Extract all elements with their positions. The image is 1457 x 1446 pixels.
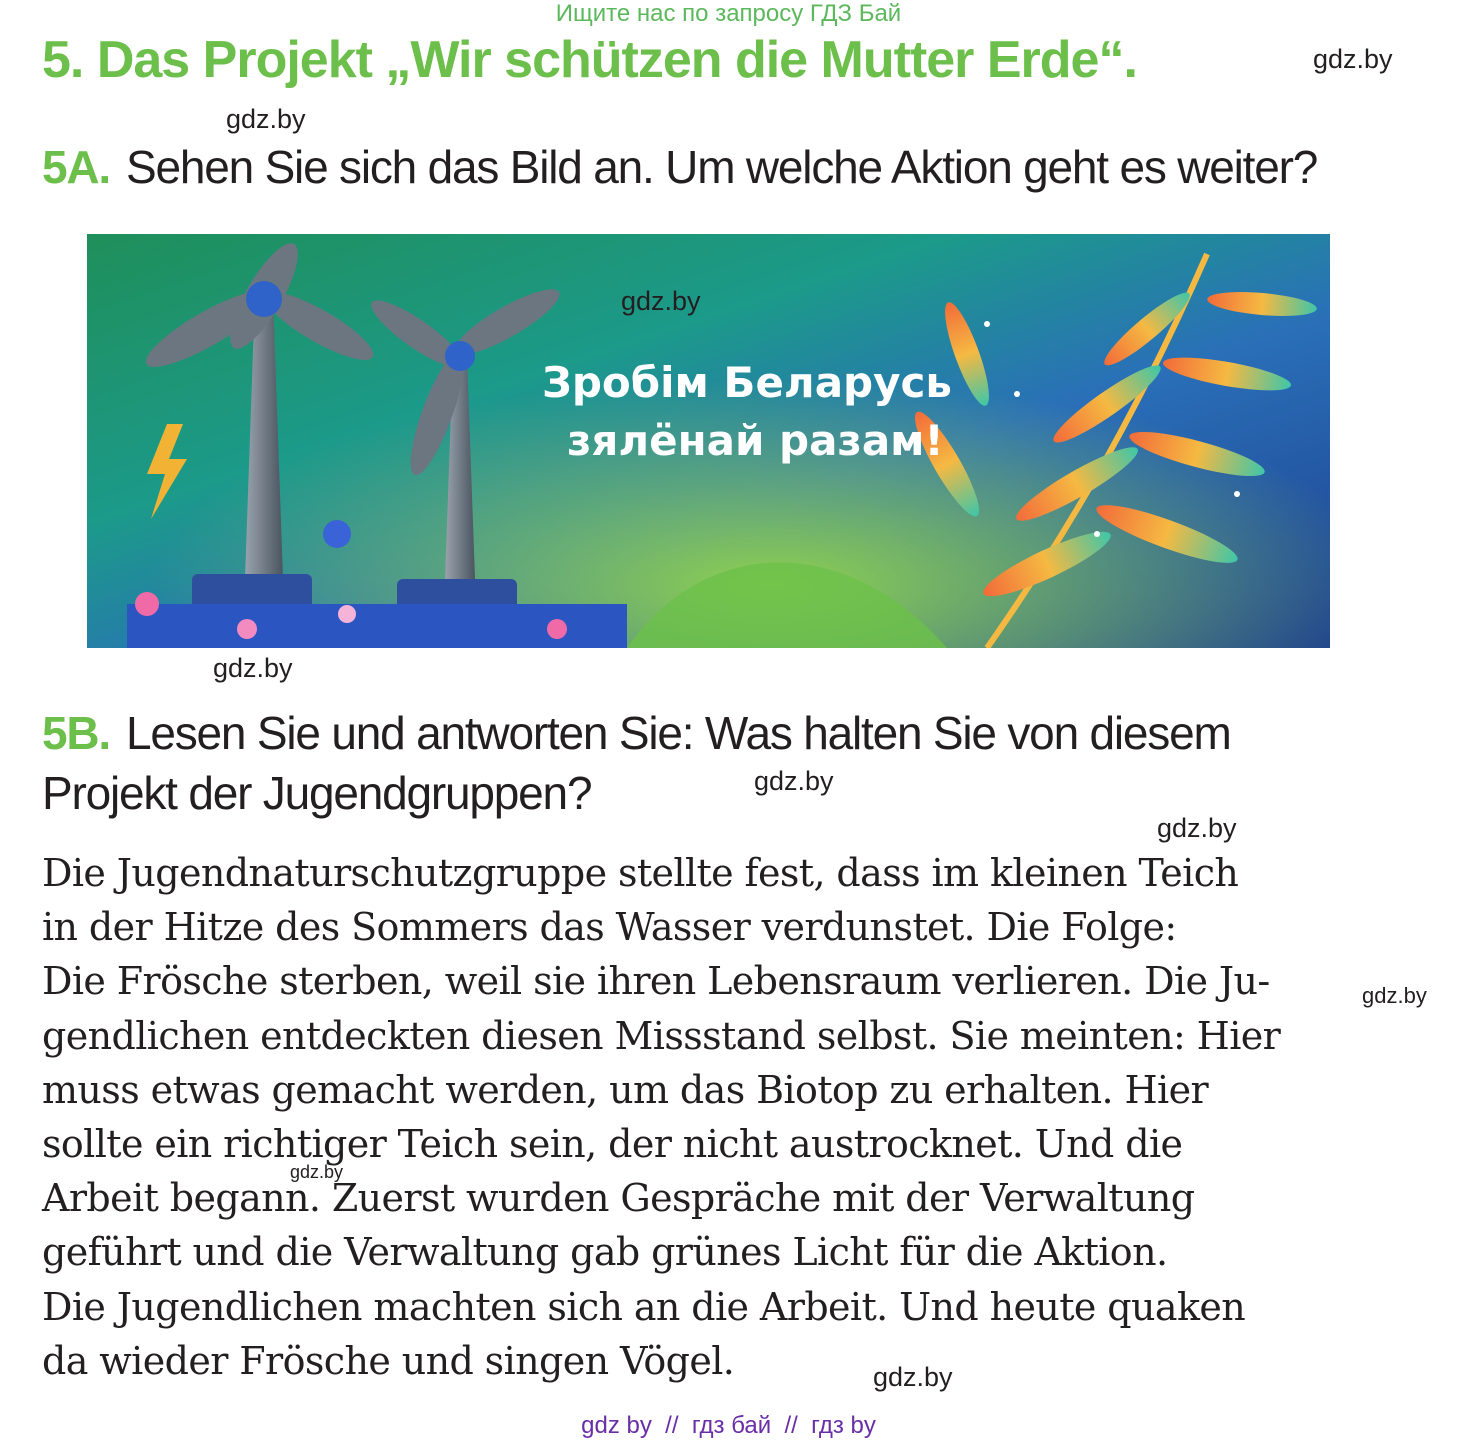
watermark: gdz.by [621,286,701,316]
watermark: gdz.by [754,766,834,796]
text-line: sollte ein richtiger Teich sein, der nicht austrocknet. Und die [42,1122,1183,1167]
text-line: geführt und die Verwaltung gab grünes Licht für die Aktion. [42,1230,1168,1275]
task-b-line-2: Projekt der Jugendgruppen? [42,767,592,819]
watermark: gdz.by [226,104,306,134]
campaign-banner [87,234,1330,648]
watermark: gdz.by [213,653,293,683]
text-line: Arbeit begann. Zuerst wurden Gespräche mit der Verwaltung [42,1176,1195,1221]
task-b-line-1 [42,706,1231,760]
text-line: in der Hitze des Sommers das Wasser verdunstet. Die Folge: [42,905,1177,950]
task-a-number: 5A. [42,141,110,193]
watermark: gdz.by [290,1162,344,1182]
text-line: Die Frösche sterben, weil sie ihren Lebensraum verlieren. Die Ju- [42,959,1270,1004]
exercise-heading: 5. Das Projekt „Wir schützen die Mutter Erde“. [42,31,1137,89]
banner-slogan-line-2: зялёнай разам! [567,416,944,465]
watermark: gdz.by [1157,813,1237,843]
text-line: da wieder Frösche und singen Vögel. [42,1338,735,1383]
text-line: Die Jugendnaturschutzgruppe stellte fest, dass im kleinen Teich [42,851,1239,895]
text-line: Die Jugendlichen machten sich an die Arbeit. Und heute quaken [42,1284,1246,1329]
task-b-text: Lesen Sie und antworten Sie: Was halten Sie von diesem [125,707,1231,759]
watermark: gdz.by [873,1362,953,1392]
footer-note: gdz by // гдз бай // гдз by [581,1412,876,1439]
text-line: muss etwas gemacht werden, um das Biotop zu erhalten. Hier [42,1067,1209,1112]
banner-slogan-line-1: Зробім Беларусь [542,358,952,407]
watermark: gdz.by [1362,983,1427,1008]
watermark: gdz.by [1313,44,1393,74]
task-a-text: Sehen Sie sich das Bild an. Um welche Aktion geht es weiter? [125,141,1318,193]
task-b-number: 5B. [42,707,110,759]
task-a [42,140,1317,194]
top-note: Ищите нас по запросу ГДЗ Бай [555,0,902,27]
banner-illustration [87,234,1330,648]
text-line: gendlichen entdeckten diesen Missstand selbst. Sie meinten: Hier [42,1013,1281,1058]
reading-text [42,846,1382,1388]
